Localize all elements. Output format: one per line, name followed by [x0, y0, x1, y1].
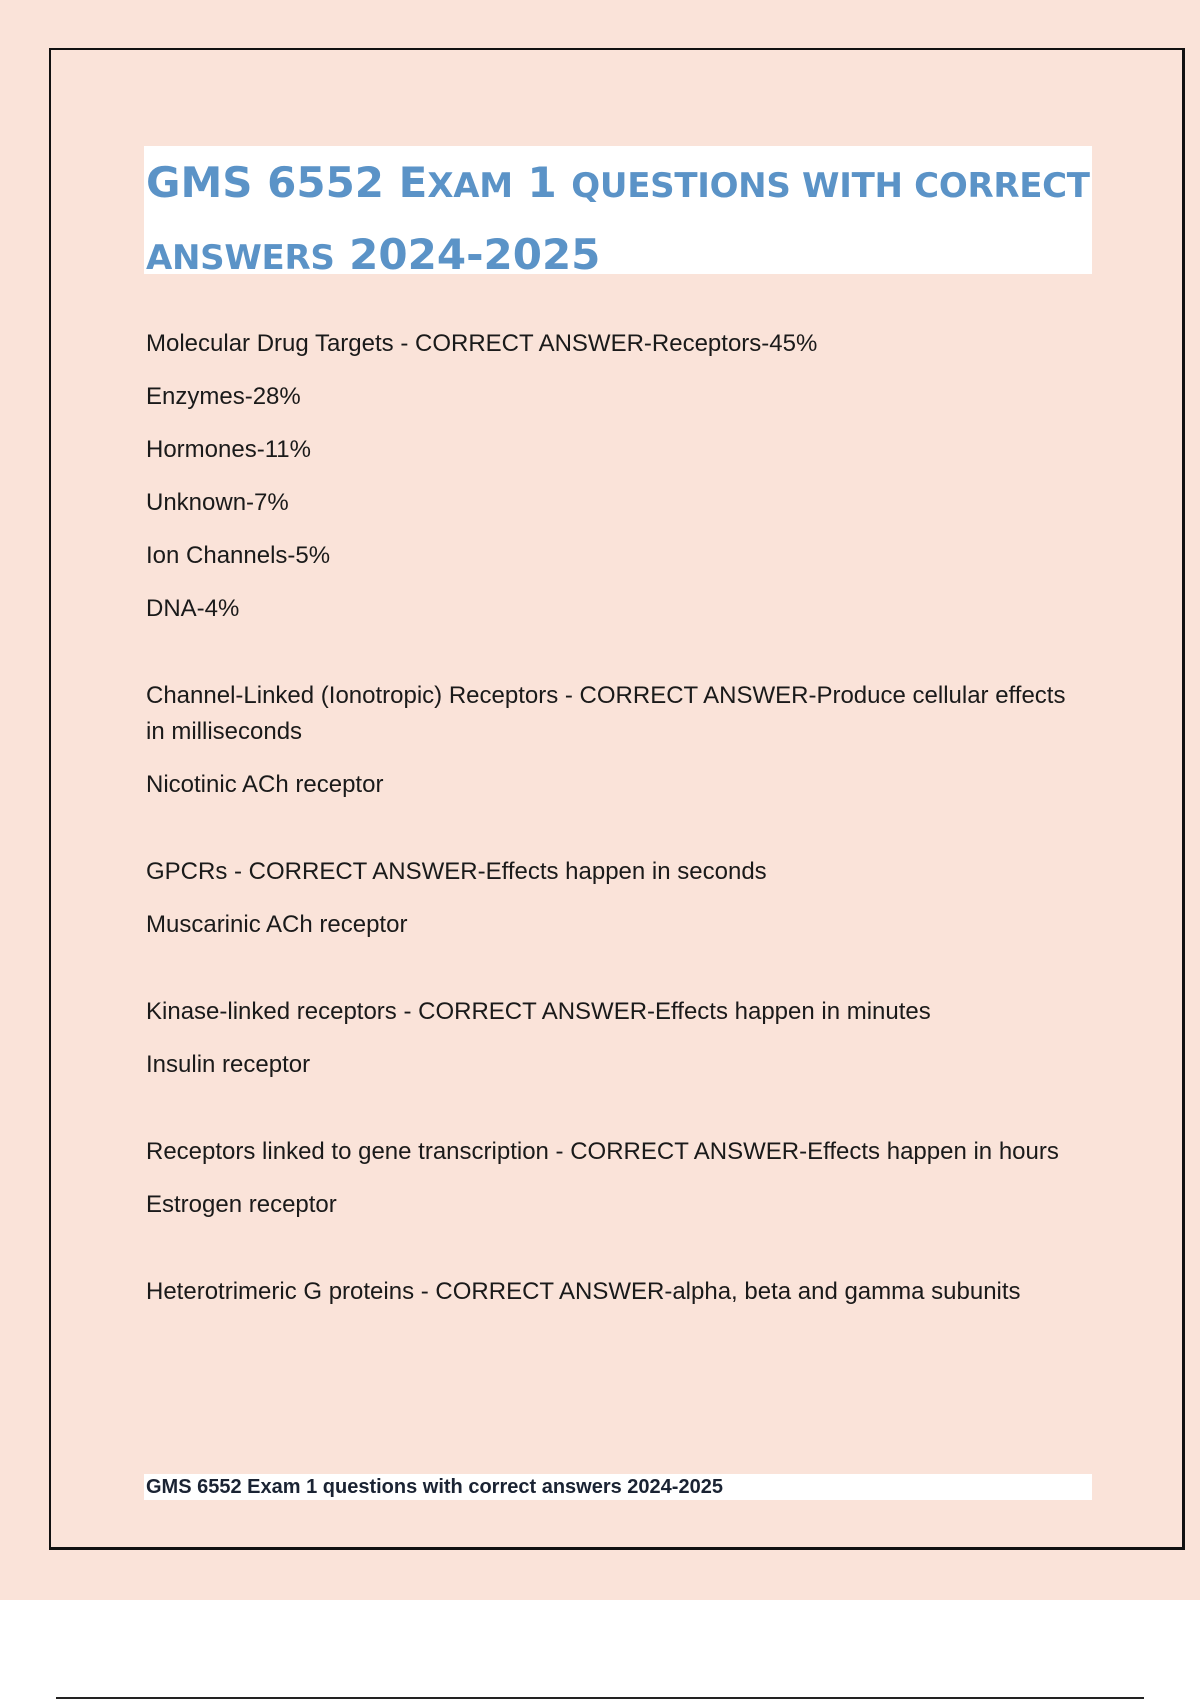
qa-block-g-proteins [146, 1274, 1076, 1310]
qa-answer-line: Insulin receptor [146, 1051, 311, 1078]
qa-question-line: GPCRs - CORRECT ANSWER-Effects happen in seconds [146, 858, 767, 885]
title-exam-number: 1 [512, 158, 572, 207]
title-year-range: 2024-2025 [334, 230, 601, 279]
qa-block-gene-transcription [146, 1134, 1076, 1223]
qa-question-line: Receptors linked to gene transcription - CORRECT ANSWER-Effects happen in hours [146, 1138, 1059, 1165]
qa-block-kinase-linked [146, 994, 1076, 1083]
qa-answer-line: Unknown-7% [146, 489, 289, 516]
title-answers-text: ANSWERS [146, 238, 335, 278]
qa-question-line: Kinase-linked receptors - CORRECT ANSWER-Effects happen in minutes [146, 998, 931, 1025]
qa-answer-line: Nicotinic ACh receptor [146, 771, 384, 798]
qa-answer-line: Enzymes-28% [146, 383, 301, 410]
qa-answer-line: DNA-4% [146, 595, 240, 622]
qa-question-line: Molecular Drug Targets - CORRECT ANSWER-Receptors-45% [146, 330, 818, 357]
qa-block-gpcrs [146, 854, 1076, 943]
qa-answer-line: Hormones-11% [146, 436, 311, 463]
title-course-code: GMS 6552 E [146, 158, 428, 207]
qa-question-line: Heterotrimeric G proteins - CORRECT ANSWER-alpha, beta and gamma subunits [146, 1278, 1021, 1305]
bottom-divider [56, 1697, 1144, 1699]
qa-answer-line: Estrogen receptor [146, 1191, 337, 1218]
qa-block-channel-linked [146, 678, 1076, 803]
title-questions-text: QUESTIONS WITH CORRECT [571, 166, 1090, 206]
page-footer: GMS 6552 Exam 1 questions with correct answers 2024-2025 [144, 1474, 1092, 1500]
qa-content [146, 326, 1076, 1310]
title-exam-smallcaps: XAM [427, 166, 513, 206]
qa-block-drug-targets [146, 326, 1076, 627]
qa-question-line: Channel-Linked (Ionotropic) Receptors - CORRECT ANSWER-Produce cellular effects in milliseconds [146, 682, 1066, 745]
qa-answer-line: Ion Channels-5% [146, 542, 331, 569]
document-title [144, 146, 1092, 279]
qa-answer-line: Muscarinic ACh receptor [146, 911, 408, 938]
